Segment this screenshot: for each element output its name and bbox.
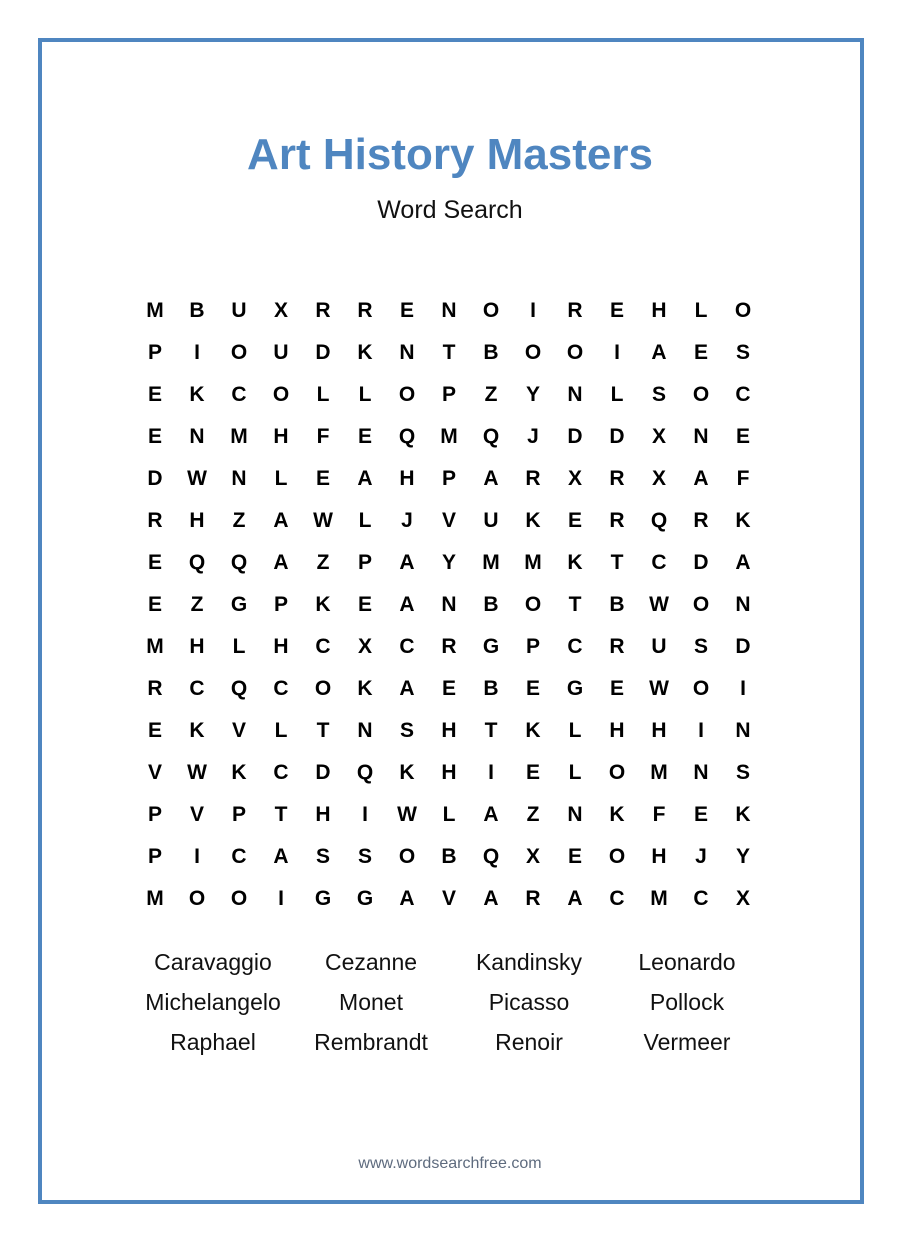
grid-cell[interactable]: D (315, 761, 331, 784)
grid-cell[interactable]: Q (188, 551, 206, 574)
grid-cell[interactable]: G (230, 593, 248, 616)
grid-cell[interactable]: O (608, 845, 626, 868)
grid-cell[interactable]: A (693, 467, 709, 490)
grid-cell[interactable]: Q (230, 677, 248, 700)
grid-cell[interactable]: I (614, 341, 620, 364)
grid-cell[interactable]: K (609, 803, 625, 826)
grid-cell[interactable]: M (230, 425, 248, 448)
page-title: Art History Masters (247, 130, 653, 179)
grid-cell[interactable]: M (524, 551, 542, 574)
grid-cell[interactable]: K (357, 677, 373, 700)
grid-cell[interactable]: Z (190, 593, 204, 616)
grid-cell[interactable]: C (735, 383, 751, 406)
grid-cell[interactable]: P (357, 551, 372, 574)
grid-cell[interactable]: M (146, 635, 164, 658)
grid-cell[interactable]: D (315, 341, 331, 364)
word-list (134, 942, 764, 1062)
word-list-item: Raphael (170, 1028, 256, 1055)
grid-cell[interactable]: E (735, 425, 750, 448)
grid-cell[interactable]: P (147, 845, 162, 868)
word-list-item: Vermeer (643, 1028, 731, 1055)
grid-cell[interactable]: Q (230, 551, 248, 574)
grid-cell[interactable]: A (483, 887, 499, 910)
grid-cell[interactable]: C (273, 677, 289, 700)
grid-cell[interactable]: L (232, 635, 246, 658)
grid-cell[interactable]: X (273, 299, 288, 322)
grid-cell[interactable]: A (273, 551, 289, 574)
grid-cell[interactable]: R (441, 635, 457, 658)
grid-cell[interactable]: A (357, 467, 373, 490)
grid-cell[interactable]: V (189, 803, 204, 826)
grid-cell[interactable]: H (189, 635, 205, 658)
grid-cell[interactable]: O (524, 341, 542, 364)
grid-cell[interactable]: O (314, 677, 332, 700)
grid-cell[interactable]: E (567, 509, 582, 532)
grid-cell[interactable]: L (316, 383, 330, 406)
grid-row (134, 416, 764, 458)
grid-cell[interactable]: T (568, 593, 582, 616)
grid-cell[interactable]: P (147, 803, 162, 826)
grid-cell[interactable]: K (189, 719, 205, 742)
grid-cell[interactable]: K (525, 719, 541, 742)
grid-cell[interactable]: D (693, 551, 709, 574)
grid-cell[interactable]: X (357, 635, 372, 658)
grid-cell[interactable]: J (695, 845, 707, 868)
grid-cell[interactable]: C (693, 887, 709, 910)
grid-row (134, 836, 764, 878)
word-list-item: Kandinsky (475, 948, 583, 975)
grid-cell[interactable]: H (441, 719, 457, 742)
grid-cell[interactable]: C (567, 635, 583, 658)
grid-cell[interactable]: B (483, 677, 499, 700)
grid-cell[interactable]: Q (398, 425, 416, 448)
grid-cell[interactable]: E (525, 677, 540, 700)
grid-cell[interactable]: U (231, 299, 247, 322)
word-list-item: Michelangelo (145, 988, 281, 1015)
grid-cell[interactable]: Q (650, 509, 668, 532)
grid-cell[interactable]: S (735, 341, 750, 364)
grid-cell[interactable]: D (609, 425, 625, 448)
word-list-item: Pollock (649, 988, 725, 1015)
grid-cell[interactable]: R (315, 299, 331, 322)
grid-cell[interactable]: H (651, 845, 667, 868)
grid-cell[interactable]: R (567, 299, 583, 322)
grid-cell[interactable]: R (147, 677, 163, 700)
grid-cell[interactable]: A (399, 887, 415, 910)
grid-cell[interactable]: X (735, 887, 750, 910)
word-list-item: Renoir (495, 1028, 563, 1055)
grid-cell[interactable]: Y (525, 383, 540, 406)
grid-row (134, 626, 764, 668)
grid-cell[interactable]: A (399, 677, 415, 700)
grid-cell[interactable]: T (442, 341, 456, 364)
grid-cell[interactable]: K (231, 761, 247, 784)
grid-cell[interactable]: H (273, 425, 289, 448)
word-list-item: Picasso (488, 988, 570, 1015)
grid-cell[interactable]: L (694, 299, 708, 322)
grid-cell[interactable]: P (441, 467, 456, 490)
grid-cell[interactable]: Y (735, 845, 750, 868)
grid-cell[interactable]: X (525, 845, 540, 868)
grid-cell[interactable]: K (357, 341, 373, 364)
grid-cell[interactable]: R (609, 509, 625, 532)
grid-cell[interactable]: L (358, 509, 372, 532)
grid-cell[interactable]: E (399, 299, 414, 322)
grid-cell[interactable]: P (231, 803, 246, 826)
grid-cell[interactable]: E (147, 719, 162, 742)
grid-cell[interactable]: A (567, 887, 583, 910)
grid-cell[interactable]: E (315, 467, 330, 490)
grid-cell[interactable]: O (398, 383, 416, 406)
grid-cell[interactable]: E (357, 593, 372, 616)
grid-cell[interactable]: J (401, 509, 413, 532)
grid-cell[interactable]: I (362, 803, 368, 826)
grid-cell[interactable]: K (399, 761, 415, 784)
grid-cell[interactable]: H (651, 299, 667, 322)
grid-cell[interactable]: N (231, 467, 247, 490)
grid-cell[interactable]: N (735, 593, 751, 616)
grid-cell[interactable]: E (147, 551, 162, 574)
grid-cell[interactable]: O (608, 761, 626, 784)
grid-cell[interactable]: N (693, 761, 709, 784)
grid-cell[interactable]: O (692, 677, 710, 700)
grid-cell[interactable]: O (398, 845, 416, 868)
grid-cell[interactable]: T (610, 551, 624, 574)
grid-cell[interactable]: T (484, 719, 498, 742)
grid-cell[interactable]: W (649, 677, 669, 700)
grid-cell[interactable]: L (568, 719, 582, 742)
grid-cell[interactable]: G (566, 677, 584, 700)
grid-cell[interactable]: S (651, 383, 666, 406)
grid-cell[interactable]: K (189, 383, 205, 406)
grid-cell[interactable]: M (146, 299, 164, 322)
grid-cell[interactable]: S (315, 845, 330, 868)
grid-cell[interactable]: A (399, 551, 415, 574)
grid-cell[interactable]: E (609, 299, 624, 322)
grid-cell[interactable]: P (525, 635, 540, 658)
letter-grid (134, 290, 764, 920)
grid-cell[interactable]: R (525, 467, 541, 490)
grid-cell[interactable]: S (693, 635, 708, 658)
grid-cell[interactable]: W (649, 593, 669, 616)
grid-cell[interactable]: N (567, 383, 583, 406)
grid-cell[interactable]: E (525, 761, 540, 784)
grid-row (134, 458, 764, 500)
grid-cell[interactable]: C (231, 845, 247, 868)
grid-cell[interactable]: O (692, 593, 710, 616)
grid-cell[interactable]: L (358, 383, 372, 406)
word-list-item: Cezanne (324, 948, 418, 975)
grid-cell[interactable]: O (692, 383, 710, 406)
grid-cell[interactable]: G (482, 635, 500, 658)
grid-cell[interactable]: R (609, 467, 625, 490)
grid-cell[interactable]: N (399, 341, 415, 364)
grid-cell[interactable]: C (315, 635, 331, 658)
grid-cell[interactable]: C (231, 383, 247, 406)
grid-cell[interactable]: O (230, 887, 248, 910)
grid-cell[interactable]: N (693, 425, 709, 448)
grid-cell[interactable]: M (146, 887, 164, 910)
grid-cell[interactable]: H (609, 719, 625, 742)
grid-cell[interactable]: O (272, 383, 290, 406)
grid-cell[interactable]: E (357, 425, 372, 448)
grid-row (134, 290, 764, 332)
grid-cell[interactable]: E (693, 803, 708, 826)
grid-cell[interactable]: W (397, 803, 417, 826)
grid-cell[interactable]: C (399, 635, 415, 658)
grid-cell[interactable]: K (567, 551, 583, 574)
grid-cell[interactable]: I (698, 719, 704, 742)
grid-cell[interactable]: L (610, 383, 624, 406)
grid-cell[interactable]: A (651, 341, 667, 364)
grid-cell[interactable]: C (273, 761, 289, 784)
grid-cell[interactable]: L (274, 719, 288, 742)
grid-cell[interactable]: L (442, 803, 456, 826)
grid-cell[interactable]: C (189, 677, 205, 700)
grid-cell[interactable]: E (147, 425, 162, 448)
grid-cell[interactable]: F (736, 467, 750, 490)
grid-cell[interactable]: M (482, 551, 500, 574)
grid-cell[interactable]: I (740, 677, 746, 700)
grid-cell[interactable]: N (441, 593, 457, 616)
grid-cell[interactable]: V (231, 719, 246, 742)
grid-cell[interactable]: N (735, 719, 751, 742)
grid-cell[interactable]: E (441, 677, 456, 700)
grid-row (134, 542, 764, 584)
grid-cell[interactable]: N (189, 425, 205, 448)
grid-cell[interactable]: Q (482, 425, 500, 448)
grid-cell[interactable]: U (483, 509, 499, 532)
grid-cell[interactable]: H (273, 635, 289, 658)
grid-cell[interactable]: T (274, 803, 288, 826)
grid-row (134, 710, 764, 752)
grid-cell[interactable]: W (187, 761, 207, 784)
grid-cell[interactable]: R (609, 635, 625, 658)
grid-cell[interactable]: V (147, 761, 162, 784)
grid-cell[interactable]: W (313, 509, 333, 532)
grid-cell[interactable]: A (483, 467, 499, 490)
grid-cell[interactable]: Z (316, 551, 330, 574)
grid-cell[interactable]: O (482, 299, 500, 322)
grid-row (134, 668, 764, 710)
grid-cell[interactable]: E (147, 593, 162, 616)
grid-cell[interactable]: M (650, 887, 668, 910)
grid-cell[interactable]: U (273, 341, 289, 364)
grid-cell[interactable]: P (441, 383, 456, 406)
grid-row (134, 374, 764, 416)
grid-cell[interactable]: U (651, 635, 667, 658)
grid-cell[interactable]: N (357, 719, 373, 742)
grid-cell[interactable]: X (567, 467, 582, 490)
grid-cell[interactable]: G (314, 887, 332, 910)
grid-cell[interactable]: I (530, 299, 536, 322)
grid-cell[interactable]: R (147, 509, 163, 532)
grid-cell[interactable]: K (735, 803, 751, 826)
grid-cell[interactable]: Q (482, 845, 500, 868)
grid-cell[interactable]: I (194, 845, 200, 868)
grid-cell[interactable]: E (693, 341, 708, 364)
grid-cell[interactable]: H (651, 719, 667, 742)
grid-cell[interactable]: Z (526, 803, 540, 826)
grid-cell[interactable]: H (441, 761, 457, 784)
grid-cell[interactable]: J (527, 425, 539, 448)
grid-cell[interactable]: K (315, 593, 331, 616)
grid-cell[interactable]: R (357, 299, 373, 322)
grid-cell[interactable]: P (273, 593, 288, 616)
grid-cell[interactable]: E (567, 845, 582, 868)
grid-cell[interactable]: H (399, 467, 415, 490)
footer-url: www.wordsearchfree.com (358, 1155, 542, 1172)
word-list-item: Caravaggio (154, 948, 272, 975)
grid-cell[interactable]: O (524, 593, 542, 616)
grid-cell[interactable]: B (483, 341, 499, 364)
grid-row (134, 794, 764, 836)
grid-cell[interactable]: D (567, 425, 583, 448)
grid-cell[interactable]: S (399, 719, 414, 742)
grid-cell[interactable]: Q (356, 761, 374, 784)
grid-cell[interactable]: O (230, 341, 248, 364)
grid-cell[interactable]: M (440, 425, 458, 448)
grid-cell[interactable]: R (525, 887, 541, 910)
grid-cell[interactable]: F (316, 425, 330, 448)
grid-cell[interactable]: K (735, 509, 751, 532)
grid-cell[interactable]: F (652, 803, 666, 826)
grid-cell[interactable]: V (441, 887, 456, 910)
grid-cell[interactable]: A (273, 509, 289, 532)
word-list-item: Rembrandt (314, 1028, 428, 1055)
grid-cell[interactable]: B (441, 845, 457, 868)
grid-cell[interactable]: R (693, 509, 709, 532)
grid-cell[interactable]: M (650, 761, 668, 784)
grid-row (134, 584, 764, 626)
grid-row (134, 752, 764, 794)
grid-cell[interactable]: L (274, 467, 288, 490)
grid-row (134, 878, 764, 920)
grid-row (134, 332, 764, 374)
grid-cell[interactable]: A (273, 845, 289, 868)
grid-cell[interactable]: A (735, 551, 751, 574)
grid-cell[interactable]: N (567, 803, 583, 826)
grid-cell[interactable]: Z (232, 509, 246, 532)
grid-cell[interactable]: C (651, 551, 667, 574)
grid-cell[interactable]: Y (441, 551, 456, 574)
grid-cell[interactable]: I (488, 761, 494, 784)
grid-cell[interactable]: S (357, 845, 372, 868)
grid-cell[interactable]: N (441, 299, 457, 322)
grid-cell[interactable]: O (188, 887, 206, 910)
word-list-item: Monet (339, 988, 403, 1015)
grid-cell[interactable]: O (566, 341, 584, 364)
grid-cell[interactable]: E (609, 677, 624, 700)
grid-cell[interactable]: A (399, 593, 415, 616)
grid-cell[interactable]: B (483, 593, 499, 616)
grid-cell[interactable]: H (189, 509, 205, 532)
grid-cell[interactable]: X (651, 467, 666, 490)
grid-cell[interactable]: E (147, 383, 162, 406)
grid-cell[interactable]: L (568, 761, 582, 784)
grid-cell[interactable]: V (441, 509, 456, 532)
grid-cell[interactable]: B (189, 299, 205, 322)
grid-cell[interactable]: K (525, 509, 541, 532)
grid-cell[interactable]: D (147, 467, 163, 490)
grid-row (134, 500, 764, 542)
grid-cell[interactable]: Z (484, 383, 498, 406)
grid-cell[interactable]: C (609, 887, 625, 910)
grid-cell[interactable]: I (194, 341, 200, 364)
grid-cell[interactable]: I (278, 887, 284, 910)
grid-cell[interactable]: W (187, 467, 207, 490)
grid-cell[interactable]: D (735, 635, 751, 658)
grid-cell[interactable]: H (315, 803, 331, 826)
word-list-item: Leonardo (638, 948, 736, 975)
page-subtitle: Word Search (377, 196, 523, 224)
grid-cell[interactable]: X (651, 425, 666, 448)
grid-cell[interactable]: S (735, 761, 750, 784)
grid-cell[interactable]: A (483, 803, 499, 826)
grid-cell[interactable]: G (356, 887, 374, 910)
grid-cell[interactable]: O (734, 299, 752, 322)
grid-cell[interactable]: P (147, 341, 162, 364)
grid-cell[interactable]: B (609, 593, 625, 616)
grid-cell[interactable]: T (316, 719, 330, 742)
